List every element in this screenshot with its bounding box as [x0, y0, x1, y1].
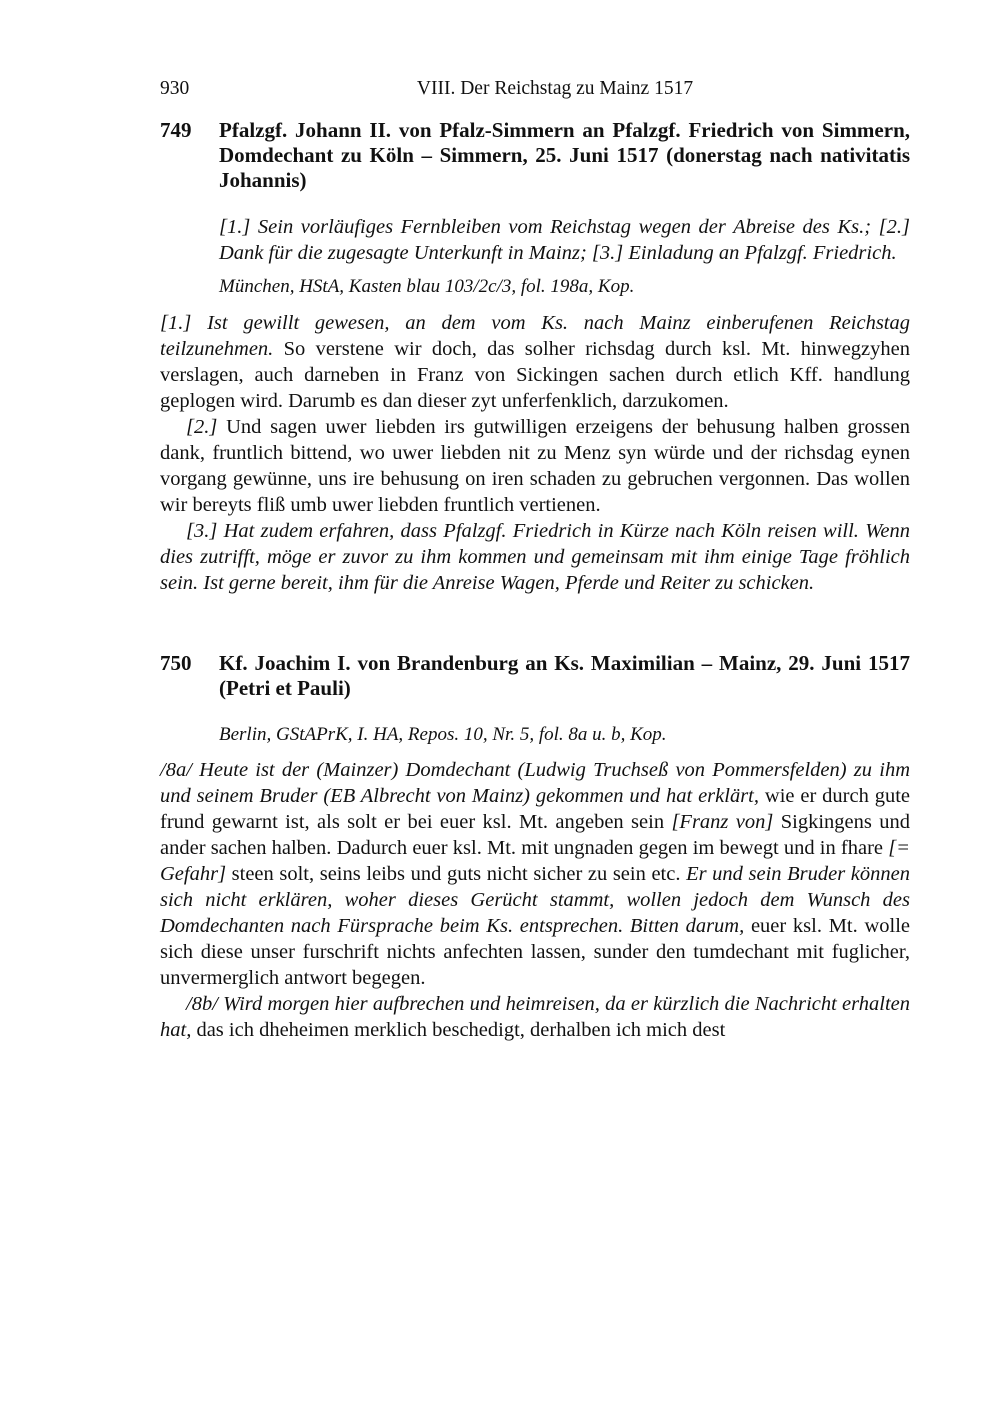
- document-page: [160, 78, 910, 1043]
- paragraph-2: [160, 414, 910, 518]
- paragraph-text: euer ksl. Mt. wolle sich diese unser furschrift nichts anfechten lassen, sunder den tumdechant mit fuglicher, unvermerglich antwort begegen.: [160, 915, 910, 989]
- entry-source: Berlin, GStAPrK, I. HA, Repos. 10, Nr. 5, fol. 8a u. b, Kop.: [219, 724, 667, 745]
- paragraph-summary: /8a/ Heute ist der (Mainzer) Domdechant (Ludwig Truchseß von Pommersfelden) zu ihm und seinem Bruder (EB Albrecht von Mainz) gekommen und hat erklärt,: [160, 759, 910, 807]
- paragraph-text: wie er durch gute frund gewarnt ist, als solt er bei euer ksl. Mt. angeben sein: [160, 785, 911, 833]
- paragraph-3: [3.] Hat zudem erfahren, dass Pfalzgf. Friedrich in Kürze nach Köln reisen will. Wenn dies zutrifft, möge er zuvor zu ihm kommen und gemeinsam mit ihm einige Tage fröhlich sein. Ist gerne bereit, ihm für die Anreise Wagen, Pferde und Reiter zu schicken.: [160, 520, 910, 594]
- paragraph-summary: [1.] Ist gewillt gewesen, an dem vom Ks. nach Mainz einberufenen Reichstag teilzunehmen.: [160, 312, 910, 360]
- entry-number: 749: [160, 118, 192, 142]
- entry-source: München, HStA, Kasten blau 103/2c/3, fol. 198a, Kop.: [219, 276, 635, 297]
- paragraph-1: [160, 310, 910, 414]
- page-number: 930: [160, 78, 190, 99]
- entry-regest: [1.] Sein vorläufiges Fernbleiben vom Reichstag wegen der Abreise des Ks.; [2.] Dank für die zugesagte Unterkunft in Mainz; [3.] Einladung an Pfalzgf. Friedrich.: [219, 216, 910, 264]
- paragraph-text: So verstene wir doch, das solher richsdag durch ksl. Mt. hinwegzyhen verslagen, auch darneben in Franz von Sickingen sachen durch etlich Kff. handlung geplogen wird. Darumb es dan dieser zyt unferfenklich, darzukomen.: [160, 338, 910, 412]
- paragraph-marker: [2.]: [186, 416, 218, 438]
- entry-number: 750: [160, 651, 192, 675]
- entry-749: [160, 118, 910, 596]
- paragraph-text: Und sagen uwer liebden irs gutwilligen erzeigens der behusung halben grossen dank, fruntlich bittend, wo uwer liebden nit zu Menz syn würde und der richsdag eynen vorgang gewünne, uns ire behusung on iren schaden zu gebruchen vergonnen. Das wollen wir bereyts fliß umb uwer liebden fruntlich vertienen.: [160, 416, 910, 516]
- entry-title: Pfalzgf. Johann II. von Pfalz-Simmern an Pfalzgf. Friedrich von Simmern, Domdechant zu Köln – Simmern, 25. Juni 1517 (donerstag nach nativitatis Johannis): [219, 118, 910, 192]
- entry-heading: [160, 651, 910, 701]
- editorial-insertion: [= Gefahr]: [160, 837, 910, 885]
- entry-750: [160, 651, 910, 1043]
- running-head: [160, 78, 910, 108]
- entry-heading: [160, 118, 910, 193]
- paragraph-2: [160, 991, 910, 1043]
- paragraph-text: steen solt, seins leibs und guts nicht sicher zu sein etc.: [226, 863, 687, 885]
- paragraph-text: das ich dheheimen merklich beschedigt, derhalben ich mich dest: [191, 1019, 726, 1041]
- editorial-insertion: [Franz von]: [671, 811, 774, 833]
- running-title: VIII. Der Reichstag zu Mainz 1517: [416, 78, 694, 99]
- paragraph-summary: /8b/ Wird morgen hier aufbrechen und heimreisen, da er kürzlich die Nachricht erhalten hat,: [160, 993, 910, 1041]
- entry-title: Kf. Joachim I. von Brandenburg an Ks. Maximilian – Mainz, 29. Juni 1517 (Petri et Pauli): [219, 651, 910, 700]
- paragraph-summary: Er und sein Bruder können sich nicht erklären, woher dieses Gerücht stammt, wollen jedoch dem Wunsch des Domdechanten nach Fürsprache beim Ks. entsprechen. Bitten darum,: [160, 863, 910, 937]
- paragraph-text: Sigkingens und ander sachen halben. Dadurch euer ksl. Mt. mit ungnaden gegen im bewegt und in fhare: [160, 811, 910, 859]
- paragraph-1: [160, 757, 910, 991]
